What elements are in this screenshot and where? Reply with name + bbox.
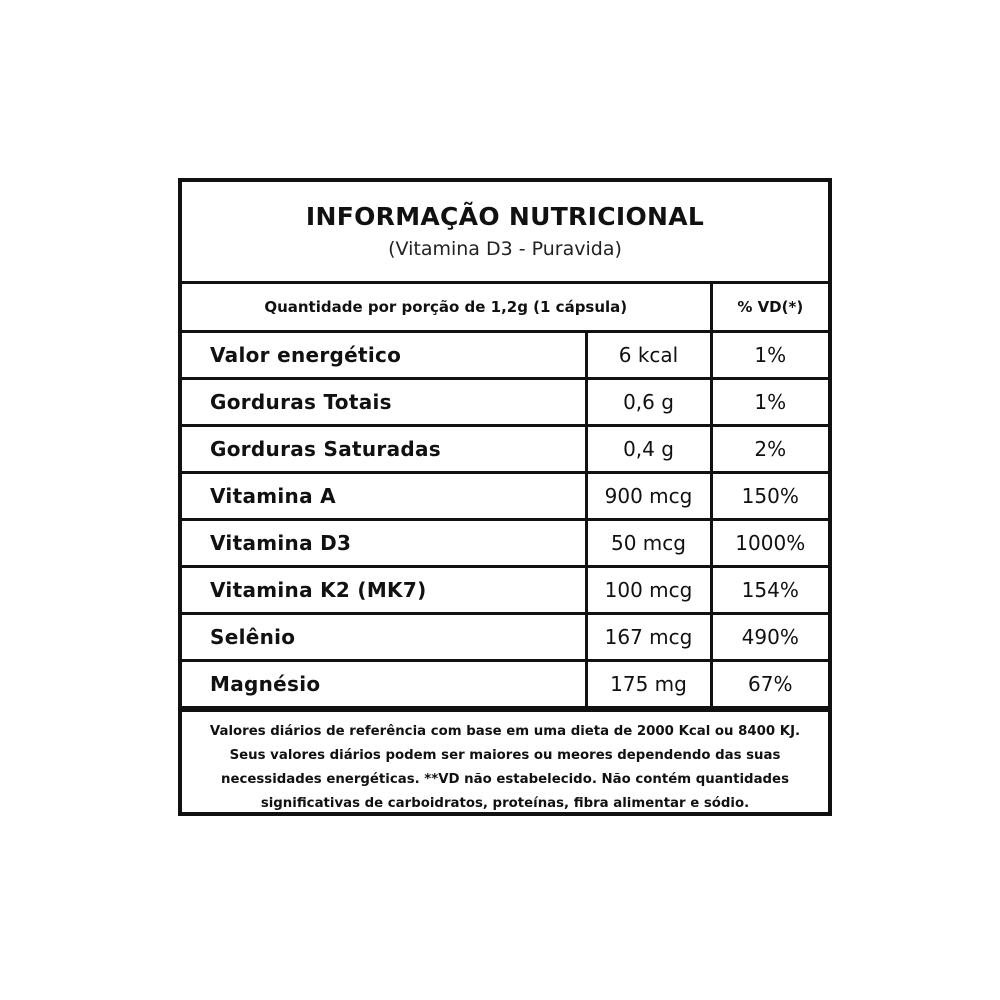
table-row (182, 425, 828, 472)
nutrient-quantity: 900 mcg (586, 472, 711, 519)
nutrient-name: Magnésio (182, 660, 586, 707)
portion-header: Quantidade por porção de 1,2g (1 cápsula) (182, 284, 711, 331)
nutrient-vd: 2% (711, 425, 828, 472)
nutrient-quantity: 6 kcal (586, 331, 711, 378)
nutrient-quantity: 0,6 g (586, 378, 711, 425)
footnote: Valores diários de referência com base em uma dieta de 2000 Kcal ou 8400 KJ. Seus valores diários podem ser maiores ou meores dependendo das suas necessidades energéticas. **VD não estabelecido. Não contém quantidades significativas de carboidratos, proteínas, fibra alimentar e sódio. (182, 709, 828, 816)
label-subtitle: (Vitamina D3 - Puravida) (388, 238, 622, 260)
table-row (182, 472, 828, 519)
table-row (182, 331, 828, 378)
nutrient-quantity: 167 mcg (586, 613, 711, 660)
nutrient-vd: 490% (711, 613, 828, 660)
nutrition-facts-label (178, 178, 832, 816)
nutrient-name: Valor energético (182, 331, 586, 378)
table-row (182, 613, 828, 660)
nutrient-name: Vitamina K2 (MK7) (182, 566, 586, 613)
nutrient-vd: 154% (711, 566, 828, 613)
table-header-row (182, 284, 828, 331)
vd-header: % VD(*) (711, 284, 828, 331)
table-row (182, 519, 828, 566)
nutrient-vd: 1000% (711, 519, 828, 566)
table-row (182, 378, 828, 425)
nutrient-vd: 1% (711, 331, 828, 378)
label-header (182, 182, 828, 284)
nutrient-quantity: 100 mcg (586, 566, 711, 613)
nutrient-vd: 1% (711, 378, 828, 425)
table-row (182, 566, 828, 613)
nutrition-table (182, 284, 828, 709)
nutrient-name: Selênio (182, 613, 586, 660)
nutrient-name: Gorduras Saturadas (182, 425, 586, 472)
nutrient-name: Vitamina A (182, 472, 586, 519)
nutrient-name: Gorduras Totais (182, 378, 586, 425)
nutrient-vd: 67% (711, 660, 828, 707)
nutrient-quantity: 175 mg (586, 660, 711, 707)
label-title: INFORMAÇÃO NUTRICIONAL (305, 202, 705, 231)
table-row (182, 660, 828, 707)
nutrient-quantity: 0,4 g (586, 425, 711, 472)
nutrient-quantity: 50 mcg (586, 519, 711, 566)
nutrient-vd: 150% (711, 472, 828, 519)
nutrient-name: Vitamina D3 (182, 519, 586, 566)
